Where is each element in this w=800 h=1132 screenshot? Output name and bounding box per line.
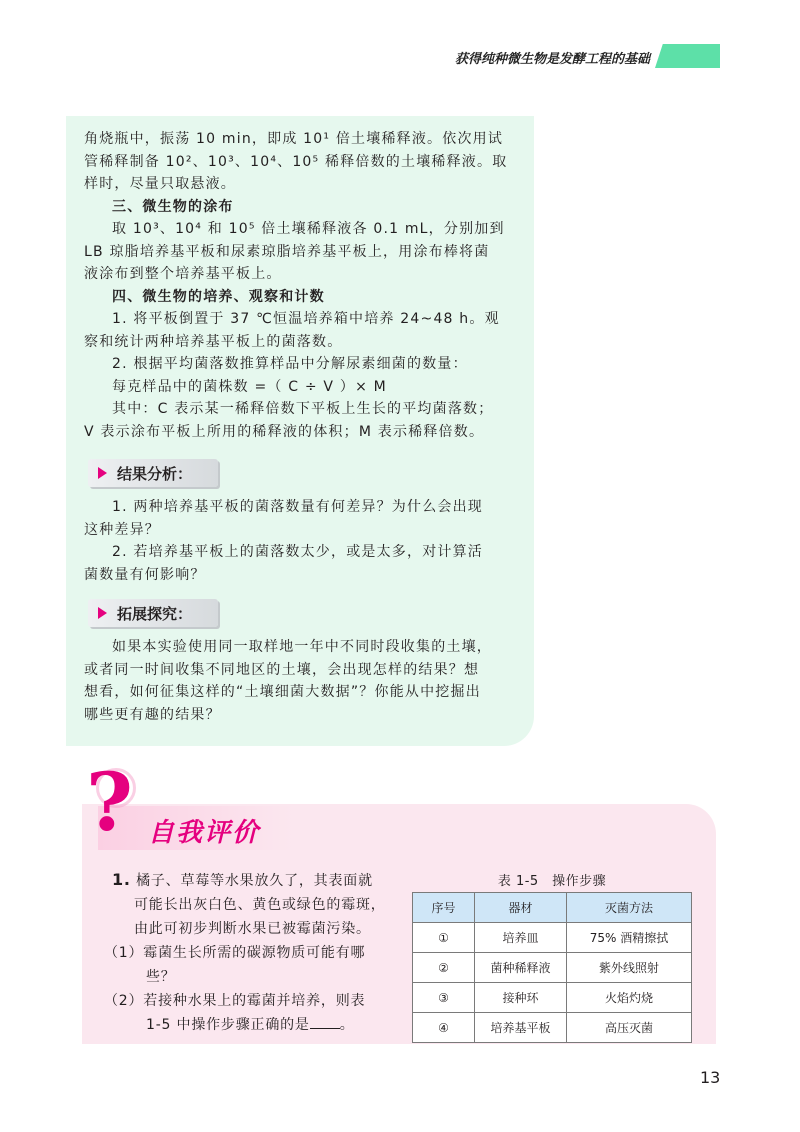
page-number: 13 [700,1068,721,1087]
extension-l4: 哪些更有趣的结果？ [84,706,221,723]
arrow-icon [98,607,107,619]
cell-method: 紫外线照射 [567,953,692,983]
cell-number: ③ [413,983,475,1013]
cell-number: ① [413,923,475,953]
result-analysis-text: 结果分析： [117,464,193,483]
header-cell-method: 灭菌方法 [567,893,692,923]
cell-method: 高压灭菌 [567,1013,692,1043]
heading-culture: 四、微生物的培养、观察和计数 [112,288,325,305]
subquestion-1-l2: 些？ [146,969,176,985]
extension-l1: 如果本实验使用同一取样地一年中不同时段收集的土壤， [112,639,492,655]
question-block [104,868,392,1037]
procedure-section [84,128,520,443]
question-number: 1. [112,870,131,889]
analysis-q2-l1: 2. 若培养基平板上的菌落数太少，或是太多，对计算活 [112,544,484,560]
analysis-q2-l2: 菌数量有何影响？ [84,566,206,583]
subquestion-1-l1: （1）霉菌生长所需的碳源物质可能有哪 [104,945,366,961]
cell-equipment: 接种环 [475,983,567,1013]
formula: 每克样品中的菌株数 =（ C ÷ V ）× M [112,378,387,395]
paragraph-dilution-l1: 角烧瓶中，振荡 10 min，即成 10¹ 倍土壤稀释液。依次用试 [84,131,504,147]
paragraph-culture-l2: 察和统计两种培养基平板上的菌落数。 [84,333,343,350]
extension-l2: 或者同一时间收集不同地区的土壤，会出现怎样的结果？想 [84,661,480,678]
cell-method: 75% 酒精擦拭 [567,923,692,953]
paragraph-dilution-l2: 管稀释制备 10²、10³、10⁴、10⁵ 稀释倍数的土壤稀释液。取 [84,153,508,170]
question-mark-icon: ? [86,755,133,849]
header-cell-equipment: 器材 [475,893,567,923]
table-row [413,1013,692,1043]
analysis-section [84,496,520,586]
analysis-q1-l2: 这种差异？ [84,521,160,538]
subquestion-2-end: 。 [339,1017,355,1033]
self-eval-title: 自我评价 [148,818,261,848]
arrow-icon [98,467,107,479]
analysis-q1-l1: 1. 两种培养基平板的菌落数量有何差异？为什么会出现 [112,499,484,515]
question-l2: 可能长出灰白色、黄色或绿色的霉斑， [134,897,386,913]
paragraph-culture-l1: 1. 将平板倒置于 37 ℃恒温培养箱中培养 24~48 h。观 [112,311,500,327]
paragraph-spreading-l2: LB 琼脂培养基平板和尿素琼脂培养基平板上，用涂布棒将菌 [84,243,490,260]
question-l1: 橘子、草莓等水果放久了，其表面就 [136,873,373,889]
table-row [413,983,692,1013]
extension-text: 拓展探究： [117,604,193,623]
result-analysis-label [88,459,218,487]
paragraph-dilution-l3: 样时，尽量只取悬液。 [84,176,236,192]
cell-method: 火焰灼烧 [567,983,692,1013]
paragraph-definition-l1: 其中：C 表示某一稀释倍数下平板上生长的平均菌落数； [112,401,494,417]
extension-label [88,599,218,627]
extension-section [84,636,520,726]
paragraph-count-l1: 2. 根据平均菌落数推算样品中分解尿素细菌的数量： [112,356,468,372]
header-accent-tab [655,44,720,68]
subquestion-2-l2: 1-5 中操作步骤正确的是 [146,1017,310,1033]
table-caption: 表 1-5 操作步骤 [497,874,607,889]
paragraph-spreading-l1: 取 10³、10⁴ 和 10⁵ 倍土壤稀释液各 0.1 mL，分别加到 [112,221,505,237]
cell-equipment: 培养基平板 [475,1013,567,1043]
answer-blank[interactable] [310,1015,340,1029]
procedure-table [412,892,692,1043]
table-row [413,953,692,983]
cell-equipment: 菌种稀释液 [475,953,567,983]
cell-number: ④ [413,1013,475,1043]
paragraph-definition-l2: V 表示涂布平板上所用的稀释液的体积；M 表示稀释倍数。 [84,423,485,440]
cell-equipment: 培养皿 [475,923,567,953]
extension-l3: 想看，如何征集这样的“土壤细菌大数据”？你能从中挖掘出 [84,684,481,700]
running-header: 获得纯种微生物是发酵工程的基础 [454,52,650,67]
paragraph-spreading-l3: 液涂布到整个培养基平板上。 [84,266,282,282]
subquestion-2-l1: （2）若接种水果上的霉菌并培养，则表 [104,993,366,1009]
table-header-row [413,893,692,923]
question-l3: 由此可初步判断水果已被霉菌污染。 [134,921,371,937]
header-cell-number: 序号 [413,893,475,923]
heading-spreading: 三、微生物的涂布 [112,198,234,215]
cell-number: ② [413,953,475,983]
table-row [413,923,692,953]
